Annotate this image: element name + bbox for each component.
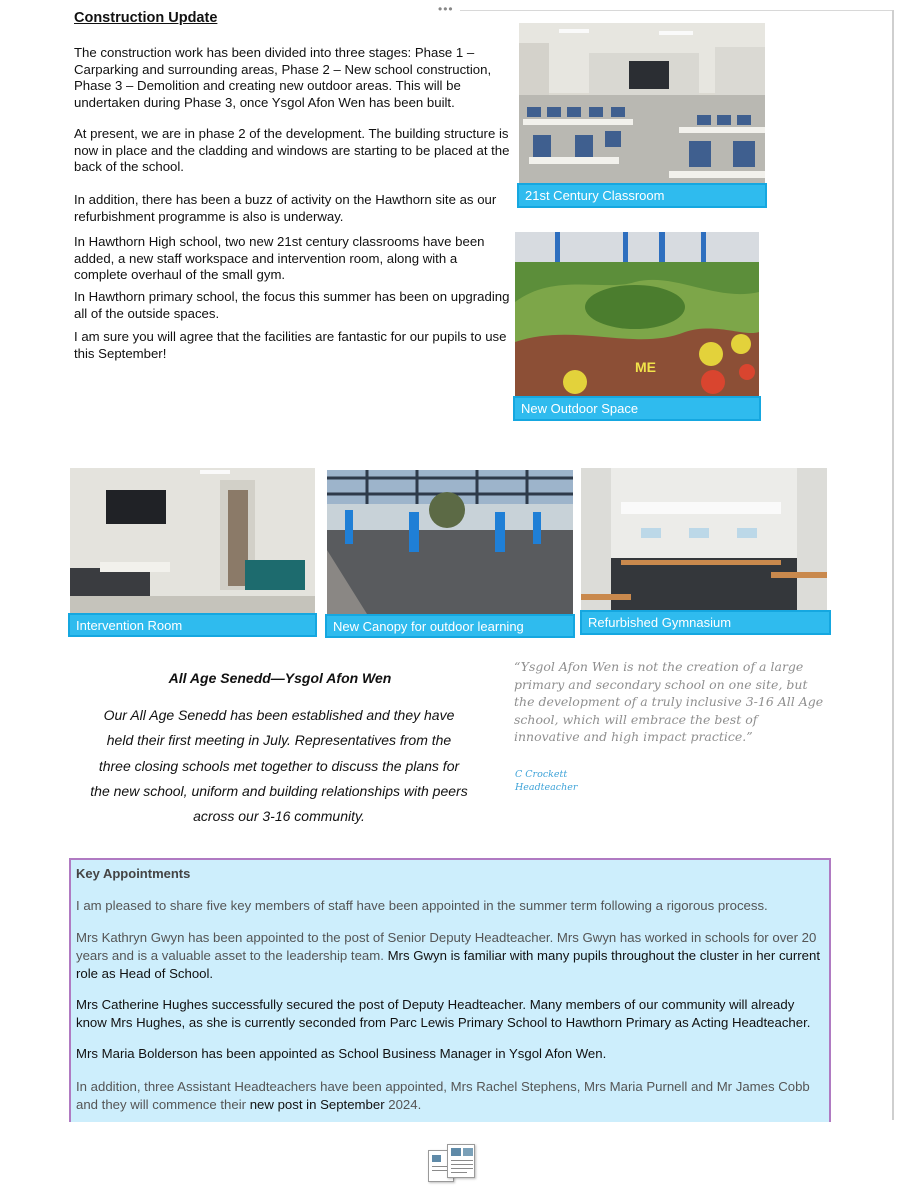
classroom-photo [519, 23, 765, 185]
intervention-illustration [70, 468, 315, 614]
page-edge [892, 10, 894, 1120]
appointment-assistants-part1: In addition, three Assistant Headteachers have been appointed, Mrs Rachel Stephens, Mrs Maria Purnell and Mr James Cobb and they will commence their [76, 1079, 810, 1112]
construction-paragraph: In Hawthorn primary school, the focus this summer has been on upgrading all of the outside spaces. [74, 289, 510, 321]
gym-illustration [581, 468, 827, 612]
gym-caption: Refurbished Gymnasium [580, 610, 831, 635]
intervention-room-photo [70, 468, 315, 614]
more-options-icon[interactable]: ••• [438, 2, 454, 16]
classroom-caption: 21st Century Classroom [517, 183, 767, 208]
senedd-title: All Age Senedd—Ysgol Afon Wen [168, 670, 392, 686]
appointment-assistants-part2: new post in September [246, 1097, 385, 1112]
construction-paragraph: In Hawthorn High school, two new 21st century classrooms have been added, a new staff workspace and intervention room, along with a complete overhaul of the small gym. [74, 234, 485, 282]
thumbnail-image [463, 1148, 473, 1156]
appointment-assistants-part3: 2024. [384, 1097, 422, 1112]
quote-author-role: Headteacher [515, 782, 578, 793]
construction-paragraph: At present, we are in phase 2 of the development. The building structure is now in place and the cladding and windows are starting to be placed at the back of the school. [74, 126, 510, 174]
key-appointments-box [69, 858, 831, 1122]
quote-attribution [515, 768, 577, 794]
canopy-illustration [327, 470, 573, 614]
thumbnail-line [451, 1168, 473, 1169]
thumbnail-line [451, 1164, 473, 1165]
construction-paragraph: The construction work has been divided into three stages: Phase 1 – Carparking and surrounding areas, Phase 2 – New school construction, Phase 3 – Demolition and creating new outdoor areas. This will be undertaken during Phase 3, once Ysgol Afon Wen has been built. [74, 45, 492, 110]
outdoor-illustration [515, 232, 759, 396]
appointment-hughes: Mrs Catherine Hughes successfully secured the post of Deputy Headteacher. Many members of our community will already know Mrs Hughes, as she is currently seconded from Parc Lewis Primary School to Hawthorn Primary as Acting Headteacher. [76, 997, 811, 1030]
appointments-intro: I am pleased to share five key members of staff have been appointed in the summer term following a rigorous process. [76, 898, 768, 913]
intervention-caption: Intervention Room [68, 613, 317, 637]
canopy-photo [327, 470, 573, 614]
headteacher-quote: “Ysgol Afon Wen is not the creation of a large primary and secondary school on one site, but the development of a truly inclusive 3-16 All Age school, which will embrace the best of innovative and high impact practice.” [514, 659, 824, 744]
outdoor-space-photo [515, 232, 759, 396]
appointment-gwyn [76, 929, 821, 983]
appointment-assistants [76, 1078, 821, 1114]
senedd-body: Our All Age Senedd has been established and they have held their first meeting in July. Representatives from the three closing schools met together to discuss the plans for the new school, uniform and building relationships with peers across our 3-16 community. [90, 707, 468, 825]
key-appointments-title: Key Appointments [76, 866, 191, 881]
appointment-gwyn-part1: Mrs Kathryn Gwyn has been appointed to the post of Senior Deputy Headteacher. Mrs Gwyn has worked in schools for over 20 years and is a valuable asset to the leadership team. [76, 930, 817, 963]
thumbnail-line [451, 1172, 467, 1173]
thumbnail-image [432, 1155, 441, 1162]
appointment-bolderson: Mrs Maria Bolderson has been appointed as School Business Manager in Ysgol Afon Wen. [76, 1046, 607, 1061]
appointment-gwyn-part2: Mrs Gwyn is familiar with many pupils throughout the cluster in her current role as Head of School. [76, 948, 820, 981]
classroom-illustration [519, 23, 765, 185]
quote-author-name: C Crockett [515, 769, 568, 780]
gymnasium-photo [581, 468, 827, 612]
page-thumbnail-current[interactable] [447, 1144, 475, 1178]
outdoor-caption: New Outdoor Space [513, 396, 761, 421]
page-edge [460, 10, 894, 11]
construction-paragraph: In addition, there has been a buzz of activity on the Hawthorn site as our refurbishment programme is also is underway. [74, 192, 497, 224]
svg-text:ME: ME [635, 359, 656, 375]
canopy-caption: New Canopy for outdoor learning [325, 614, 575, 638]
thumbnail-line [451, 1160, 473, 1161]
thumbnail-image [451, 1148, 461, 1156]
construction-heading: Construction Update [74, 10, 218, 26]
construction-paragraph: I am sure you will agree that the facilities are fantastic for our pupils to use this September! [74, 329, 507, 361]
